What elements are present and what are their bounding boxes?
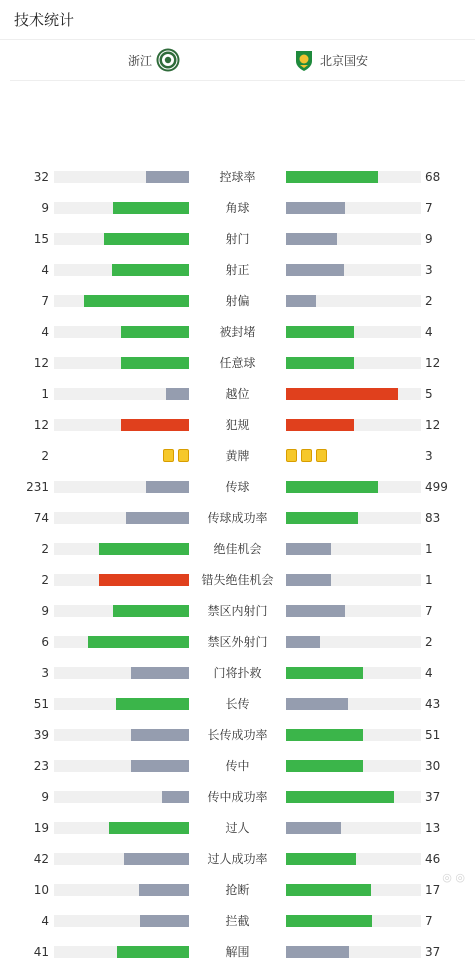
stat-label: 射正: [225, 263, 250, 277]
home-bar-track: [54, 760, 189, 772]
home-bar-track: [54, 481, 189, 493]
home-bar-fill: [121, 419, 189, 431]
away-bar-fill: [286, 388, 398, 400]
home-bar-track: [54, 264, 189, 276]
stat-row: [0, 291, 475, 311]
home-bar-fill: [121, 357, 189, 369]
home-bar-fill: [112, 264, 189, 276]
home-bar-fill: [131, 760, 189, 772]
stat-row: [0, 694, 475, 714]
away-bar-track: [286, 295, 421, 307]
away-bar-track: [286, 171, 421, 183]
home-bar-track: [54, 698, 189, 710]
home-bar-track: [54, 915, 189, 927]
away-bar-track: [286, 698, 421, 710]
stats-header: [0, 0, 475, 40]
away-bar-fill: [286, 481, 378, 493]
stat-label: 传球成功率: [207, 511, 268, 525]
home-bar-track: [54, 233, 189, 245]
away-value: 13: [425, 821, 441, 835]
home-value: 9: [41, 604, 49, 618]
away-value: 4: [425, 666, 433, 680]
yellow-card-icon: [286, 449, 297, 462]
home-bar-track: [54, 512, 189, 524]
away-bar-fill: [286, 605, 345, 617]
home-bar-track: [54, 605, 189, 617]
away-bar-track: [286, 636, 421, 648]
home-bar-track: [54, 946, 189, 958]
home-bar-fill: [131, 729, 189, 741]
home-value: 32: [33, 170, 49, 184]
away-value: 7: [425, 201, 433, 215]
away-value: 46: [425, 852, 441, 866]
away-value: 2: [425, 294, 433, 308]
stat-row: [0, 198, 475, 218]
away-bar-track: [286, 388, 421, 400]
away-bar-fill: [286, 295, 316, 307]
home-bar-track: [54, 667, 189, 679]
away-value: 12: [425, 418, 441, 432]
home-bar-track: [54, 791, 189, 803]
yellow-card-icon: [163, 449, 174, 462]
stat-label: 越位: [225, 387, 250, 401]
away-bar-track: [286, 760, 421, 772]
away-value: 1: [425, 542, 433, 556]
home-bar-track: [54, 543, 189, 555]
stat-label: 犯规: [225, 418, 250, 432]
away-value: 37: [425, 945, 441, 959]
home-bar-fill: [146, 171, 189, 183]
home-value: 4: [41, 914, 49, 928]
away-bar-fill: [286, 791, 394, 803]
stat-label: 被封堵: [219, 325, 256, 339]
away-team-name: 北京国安: [320, 53, 369, 68]
home-team[interactable]: [128, 48, 180, 72]
stat-row: [0, 539, 475, 559]
home-bar-fill: [126, 512, 189, 524]
home-bar-fill: [131, 667, 189, 679]
away-bar-track: [286, 729, 421, 741]
stat-row: [0, 725, 475, 745]
home-value: 19: [33, 821, 49, 835]
away-bar-track: [286, 667, 421, 679]
stat-label: 任意球: [219, 356, 256, 370]
yellow-card-icon: [301, 449, 312, 462]
stat-label: 长传成功率: [207, 728, 268, 742]
stat-label: 门将扑救: [213, 666, 262, 680]
stat-row: [0, 942, 475, 962]
away-bar-track: [286, 357, 421, 369]
stat-label: 角球: [225, 201, 250, 215]
stat-row: [0, 818, 475, 838]
away-bar-fill: [286, 264, 344, 276]
home-bar-track: [54, 636, 189, 648]
home-bar-fill: [113, 605, 189, 617]
home-value: 1: [41, 387, 49, 401]
stat-label: 传中: [225, 759, 250, 773]
away-bar-fill: [286, 171, 378, 183]
away-bar-fill: [286, 822, 341, 834]
home-value: 231: [26, 480, 49, 494]
away-bar-fill: [286, 326, 354, 338]
home-value: 15: [33, 232, 49, 246]
away-bar-track: [286, 264, 421, 276]
stat-label: 射偏: [225, 294, 250, 308]
home-bar-fill: [139, 884, 189, 896]
home-value: 12: [33, 356, 49, 370]
stat-label: 拦截: [225, 914, 250, 928]
away-value: 12: [425, 356, 441, 370]
stat-row: [0, 632, 475, 652]
home-bar-track: [54, 326, 189, 338]
away-value: 1: [425, 573, 433, 587]
away-value: 43: [425, 697, 441, 711]
away-bar-fill: [286, 543, 331, 555]
stat-label: 抢断: [225, 883, 250, 897]
home-value: 74: [33, 511, 49, 525]
away-value: 499: [425, 480, 448, 494]
home-bar-fill: [88, 636, 189, 648]
away-bar-track: [286, 946, 421, 958]
yellow-card-icon: [178, 449, 189, 462]
away-bar-track: [286, 574, 421, 586]
away-bar-fill: [286, 233, 337, 245]
away-bar-fill: [286, 884, 371, 896]
page-title: 技术统计: [14, 11, 75, 29]
home-value: 51: [33, 697, 49, 711]
stat-label: 禁区外射门: [207, 635, 268, 649]
home-bar-track: [54, 388, 189, 400]
home-bar-fill: [124, 853, 189, 865]
home-value: 10: [33, 883, 49, 897]
away-value: 7: [425, 604, 433, 618]
away-team[interactable]: [292, 48, 368, 72]
home-value: 39: [33, 728, 49, 742]
stat-label: 绝佳机会: [213, 542, 262, 556]
stat-row: [0, 880, 475, 900]
home-bar-fill: [117, 946, 189, 958]
away-bar-fill: [286, 202, 345, 214]
stat-row: [0, 787, 475, 807]
away-bar-fill: [286, 853, 356, 865]
away-value: 3: [425, 449, 433, 463]
stat-row: [0, 446, 475, 466]
home-bar-track: [54, 729, 189, 741]
home-bar-fill: [146, 481, 189, 493]
watermark-icon: ◎ ◎: [442, 871, 465, 884]
stat-label: 禁区内射门: [207, 604, 268, 618]
home-bar-fill: [104, 233, 189, 245]
stat-row: [0, 260, 475, 280]
away-bar-track: [286, 481, 421, 493]
away-value: 68: [425, 170, 441, 184]
away-value: 4: [425, 325, 433, 339]
away-value: 3: [425, 263, 433, 277]
away-value: 2: [425, 635, 433, 649]
stat-label: 过人成功率: [207, 852, 268, 866]
home-value: 4: [41, 263, 49, 277]
home-bar-fill: [109, 822, 189, 834]
stat-row: [0, 477, 475, 497]
away-bar-fill: [286, 729, 363, 741]
stat-label: 传球: [225, 480, 250, 494]
home-bar-fill: [113, 202, 189, 214]
stat-label: 长传: [225, 697, 250, 711]
away-yellow-cards: [286, 449, 331, 462]
stat-row: [0, 384, 475, 404]
away-bar-fill: [286, 636, 320, 648]
away-value: 37: [425, 790, 441, 804]
home-value: 2: [41, 573, 49, 587]
away-bar-track: [286, 326, 421, 338]
stat-row: [0, 756, 475, 776]
home-value: 23: [33, 759, 49, 773]
home-value: 3: [41, 666, 49, 680]
stat-label: 错失绝佳机会: [201, 573, 274, 587]
stat-label: 射门: [225, 232, 250, 246]
stat-row: [0, 601, 475, 621]
home-bar-track: [54, 419, 189, 431]
away-team-logo-icon: [292, 48, 316, 72]
home-value: 41: [33, 945, 49, 959]
stat-row: [0, 167, 475, 187]
home-bar-track: [54, 853, 189, 865]
home-bar-track: [54, 202, 189, 214]
stat-row: [0, 353, 475, 373]
home-bar-fill: [140, 915, 189, 927]
away-value: 51: [425, 728, 441, 742]
home-value: 4: [41, 325, 49, 339]
home-bar-fill: [99, 543, 189, 555]
home-value: 2: [41, 542, 49, 556]
home-yellow-cards: [159, 449, 189, 462]
home-team-logo-icon: [156, 48, 180, 72]
away-value: 30: [425, 759, 441, 773]
home-bar-track: [54, 295, 189, 307]
away-bar-fill: [286, 667, 363, 679]
home-bar-track: [54, 357, 189, 369]
away-value: 9: [425, 232, 433, 246]
home-bar-fill: [162, 791, 189, 803]
away-bar-track: [286, 884, 421, 896]
stat-row: [0, 508, 475, 528]
stat-label: 控球率: [219, 170, 256, 184]
home-bar-track: [54, 574, 189, 586]
away-value: 17: [425, 883, 441, 897]
away-bar-fill: [286, 698, 348, 710]
stat-row: [0, 415, 475, 435]
away-bar-track: [286, 419, 421, 431]
away-value: 5: [425, 387, 433, 401]
stat-row: [0, 663, 475, 683]
stat-row: [0, 322, 475, 342]
home-value: 7: [41, 294, 49, 308]
away-bar-track: [286, 822, 421, 834]
away-value: 83: [425, 511, 441, 525]
home-team-name: 浙江: [127, 53, 152, 68]
away-bar-fill: [286, 419, 354, 431]
away-bar-fill: [286, 915, 372, 927]
away-bar-fill: [286, 760, 363, 772]
home-value: 2: [41, 449, 49, 463]
home-value: 6: [41, 635, 49, 649]
home-value: 9: [41, 201, 49, 215]
home-bar-fill: [121, 326, 189, 338]
home-bar-track: [54, 822, 189, 834]
stat-label: 过人: [225, 821, 250, 835]
stat-row: [0, 911, 475, 931]
away-value: 7: [425, 914, 433, 928]
away-bar-track: [286, 543, 421, 555]
home-bar-track: [54, 171, 189, 183]
stat-row: [0, 849, 475, 869]
home-bar-track: [54, 884, 189, 896]
home-value: 9: [41, 790, 49, 804]
stat-row: [0, 570, 475, 590]
team-header: [10, 40, 465, 81]
home-bar-fill: [116, 698, 189, 710]
away-bar-track: [286, 233, 421, 245]
away-bar-fill: [286, 946, 349, 958]
stat-label: 传中成功率: [207, 790, 268, 804]
yellow-card-icon: [316, 449, 327, 462]
home-value: 42: [33, 852, 49, 866]
away-bar-track: [286, 791, 421, 803]
away-bar-fill: [286, 512, 358, 524]
away-bar-track: [286, 202, 421, 214]
stat-row: [0, 229, 475, 249]
stat-label: 黄牌: [225, 449, 250, 463]
stat-label: 解围: [225, 945, 250, 959]
home-bar-fill: [99, 574, 189, 586]
home-bar-fill: [166, 388, 189, 400]
home-bar-fill: [84, 295, 189, 307]
away-bar-track: [286, 605, 421, 617]
away-bar-fill: [286, 574, 331, 586]
home-value: 12: [33, 418, 49, 432]
away-bar-track: [286, 512, 421, 524]
away-bar-track: [286, 853, 421, 865]
away-bar-track: [286, 915, 421, 927]
away-bar-fill: [286, 357, 354, 369]
